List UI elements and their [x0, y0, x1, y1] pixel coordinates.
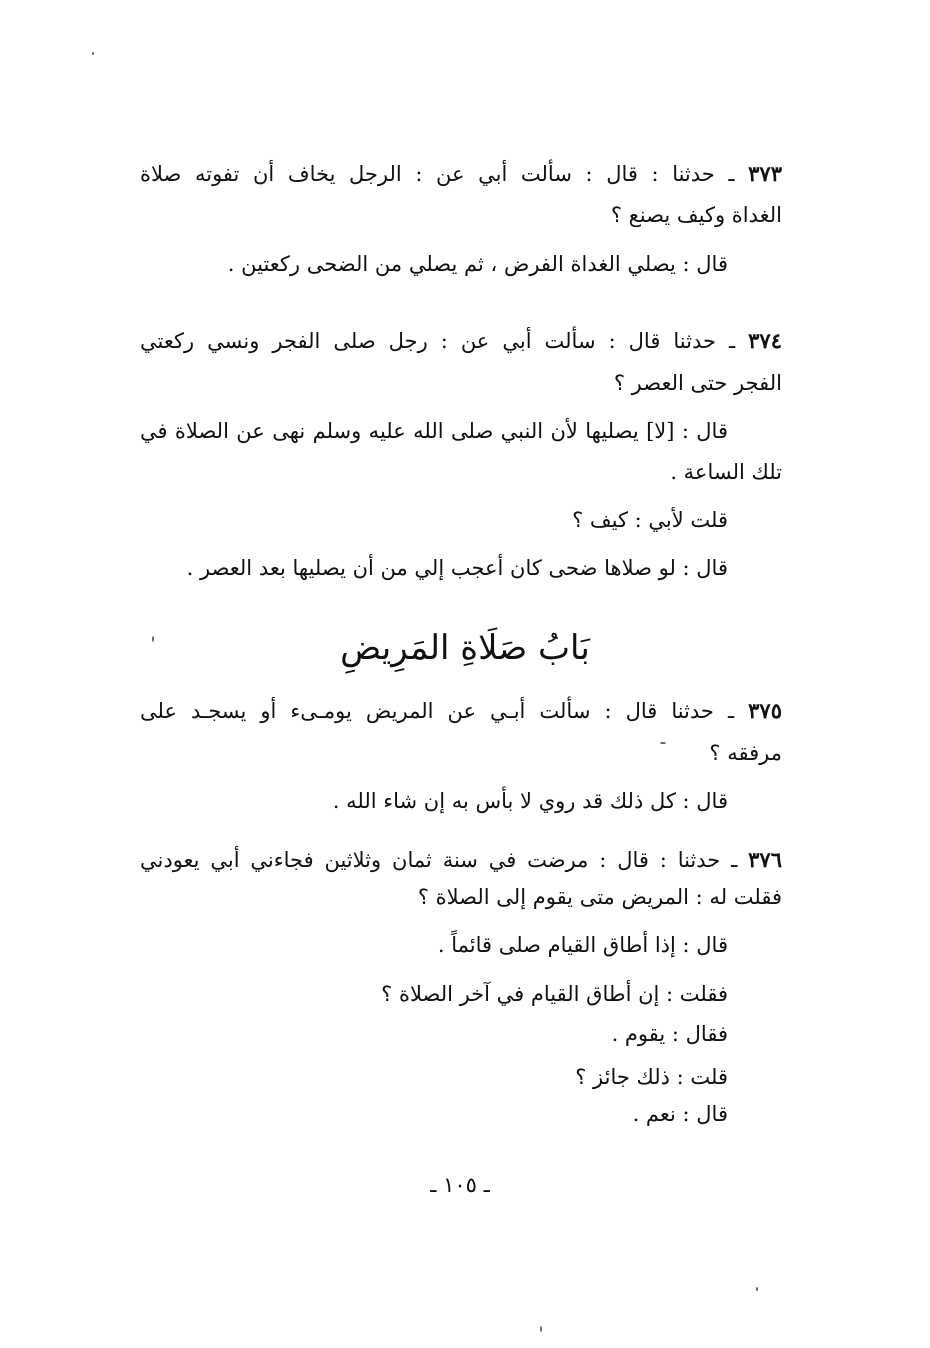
scan-speck	[756, 1287, 758, 1291]
hadith-373-line-1: ٣٧٣ ـ حدثنا : قال : سألت أبي عن : الرجل يخاف أن تفوته صلاة	[140, 161, 782, 186]
hadith-number-376: ٣٧٦	[748, 847, 782, 872]
hadith-373-line-2: الغداة وكيف يصنع ؟	[610, 203, 782, 227]
hadith-376-dialogue-5: قال : نعم .	[632, 1102, 728, 1126]
hadith-376-line-2: فقلت له : المريض متى يقوم إلى الصلاة ؟	[417, 885, 782, 909]
scan-speck	[92, 52, 94, 55]
hadith-373-answer: قال : يصلي الغداة الفرض ، ثم يصلي من الضحى ركعتين .	[227, 252, 728, 276]
hadith-375-line-1: ٣٧٥ ـ حدثنا قال : سألت أبـي عن المريض يومـىء أو يسجـد على	[140, 698, 782, 723]
hadith-number-375: ٣٧٥	[748, 698, 782, 723]
hadith-376-dialogue-2: فقلت : إن أطاق القيام في آخر الصلاة ؟	[381, 982, 728, 1006]
hadith-374-question: قلت لأبي : كيف ؟	[572, 508, 728, 532]
hadith-376-line-1: ٣٧٦ ـ حدثنا : قال : مرضت في سنة ثمان وثلاثين فجاءني أبي يعودني	[140, 847, 782, 872]
scan-speck	[152, 636, 154, 642]
hadith-374-answer-1: قال : [لا] يصليها لأن النبي صلى الله عليه وسلم نهى عن الصلاة في	[140, 419, 728, 443]
scan-speck	[540, 1326, 542, 1332]
hadith-376-dialogue-1: قال : إذا أطاق القيام صلى قائماً .	[437, 933, 728, 957]
hadith-374-answer-2: تلك الساعة .	[670, 460, 782, 484]
page-number: ـ ١٠٥ ـ	[430, 1173, 490, 1197]
hadith-374-answer-3: قال : لو صلاها ضحى كان أعجب إلي من أن يصليها بعد العصر .	[186, 556, 728, 580]
hadith-374-line-2: الفجر حتى العصر ؟	[613, 371, 782, 395]
chapter-title: بَابُ صَلَاةِ المَرِيضِ	[340, 628, 590, 668]
hadith-376-dialogue-4: قلت : ذلك جائز ؟	[575, 1065, 728, 1089]
hadith-number-373: ٣٧٣	[748, 161, 782, 186]
hadith-374-line-1: ٣٧٤ ـ حدثنا قال : سألت أبي عن : رجل صلى الفجر ونسي ركعتي	[140, 328, 782, 353]
hadith-376-dialogue-3: فقال : يقوم .	[611, 1022, 728, 1046]
scan-speck	[660, 742, 666, 744]
hadith-number-374: ٣٧٤	[748, 328, 782, 353]
hadith-375-answer: قال : كل ذلك قد روي لا بأس به إن شاء الله .	[332, 789, 728, 813]
hadith-375-line-2: مرفقه ؟	[709, 741, 782, 765]
